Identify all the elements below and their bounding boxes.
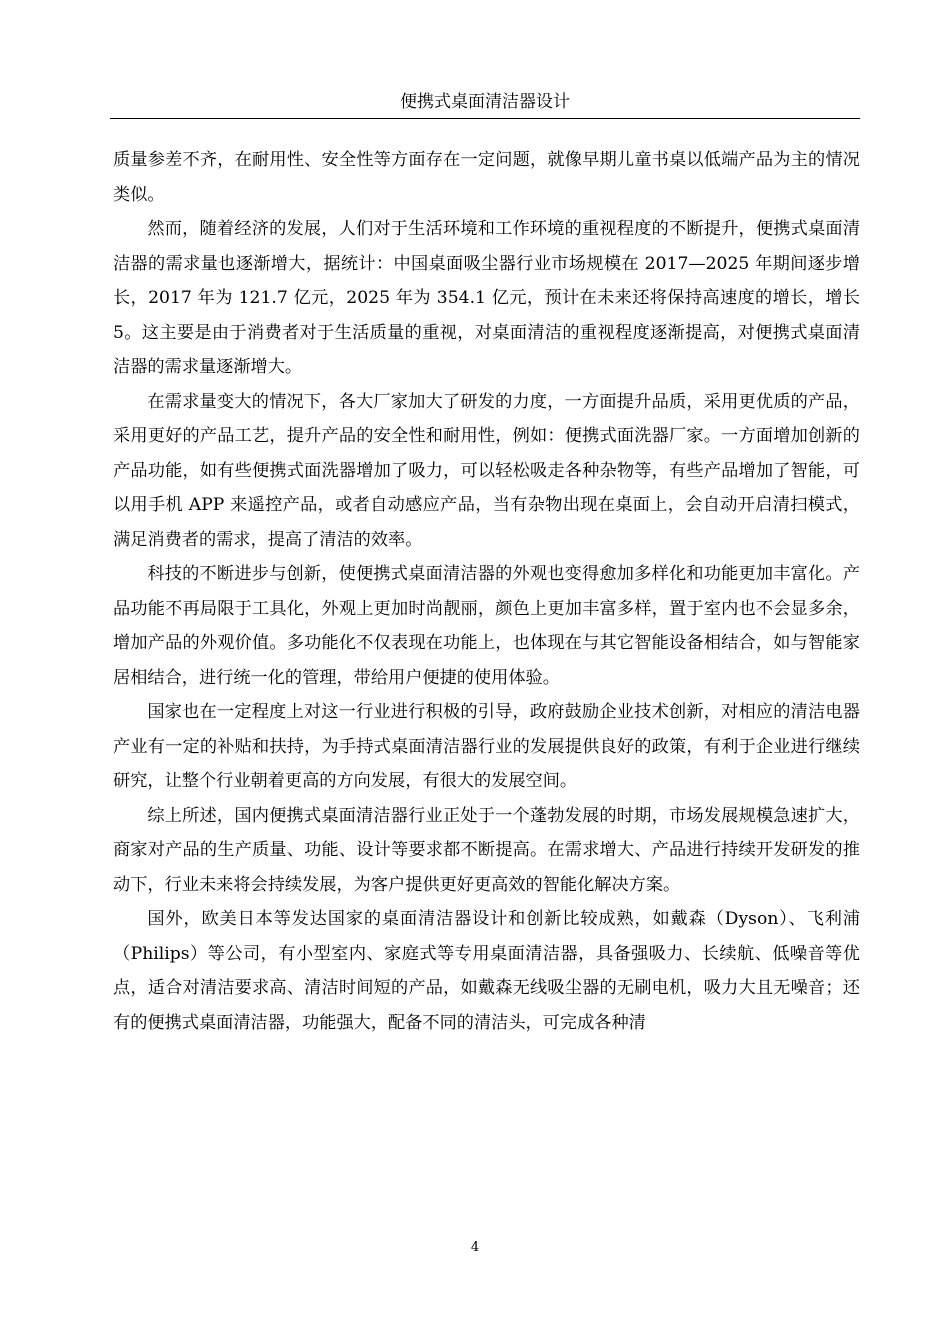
paragraph-summary: 综上所述，国内便携式桌面清洁器行业正处于一个蓬勃发展的时期，市场发展规模急速扩大，商家对产品的生产质量、功能、设计等要求都不断提高。在需求增大、产品进行持续开发研发的推动下，行业未来将会持续发展，为客户提供更好更高效的智能化解决方案。 [113,805,860,895]
header-divider [110,118,860,119]
body-text [113,143,860,1040]
paragraph-continuation: 质量参差不齐，在耐用性、安全性等方面存在一定问题，就像早期儿童书桌以低端产品为主的情况类似。 [113,150,860,205]
paragraph-market-demand: 然而，随着经济的发展，人们对于生活环境和工作环境的重视程度的不断提升，便携式桌面清洁器的需求量也逐渐增大，据统计：中国桌面吸尘器行业市场规模在 2017—2025 年期间逐步增长，2017 年为 121.7 亿元，2025 年为 354.1 亿元，预计在未来还将保持高速度的增长，增长 5。这主要是由于消费者对于生活质量的重视，对桌面清洁的重视程度逐渐提高，对便携式桌面清洁器的需求量逐渐增大。 [113,219,860,377]
paragraph-manufacturer-rnd: 在需求量变大的情况下，各大厂家加大了研发的力度，一方面提升品质，采用更优质的产品，采用更好的产品工艺，提升产品的安全性和耐用性，例如：便携式面洗器厂家。一方面增加创新的产品功能，如有些便携式面洗器增加了吸力，可以轻松吸走各种杂物等，有些产品增加了智能，可以用手机 APP 来遥控产品，或者自动感应产品，当有杂物出现在桌面上，会自动开启清扫模式，满足消费者的需求，提高了清洁的效率。 [113,391,860,550]
page-number: 4 [470,1240,480,1255]
paragraph-government-policy: 国家也在一定程度上对这一行业进行积极的引导，政府鼓励企业技术创新，对相应的清洁电器产业有一定的补贴和扶持，为手持式桌面清洁器行业的发展提供良好的政策，有利于企业进行继续研究，让整个行业朝着更高的方向发展，有很大的发展空间。 [113,702,860,791]
running-header: 便携式桌面清洁器设计 [400,92,570,112]
paragraph-tech-innovation: 科技的不断进步与创新，使便携式桌面清洁器的外观也变得愈加多样化和功能更加丰富化。产品功能不再局限于工具化，外观上更加时尚靓丽，颜色上更加丰富多样，置于室内也不会显多余，增加产品的外观价值。多功能化不仅表现在功能上，也体现在与其它智能设备相结合，如与智能家居相结合，进行统一化的管理，带给用户便捷的使用体验。 [113,564,860,688]
paragraph-foreign-market: 国外，欧美日本等发达国家的桌面清洁器设计和创新比较成熟，如戴森（Dyson）、飞利浦（Philips）等公司，有小型室内、家庭式等专用桌面清洁器，具备强吸力、长续航、低噪音等优点，适合对清洁要求高、清洁时间短的产品，如戴森无线吸尘器的无刷电机，吸力大且无噪音；还有的便携式桌面清洁器，功能强大，配备不同的清洁头，可完成各种清 [113,909,860,1033]
